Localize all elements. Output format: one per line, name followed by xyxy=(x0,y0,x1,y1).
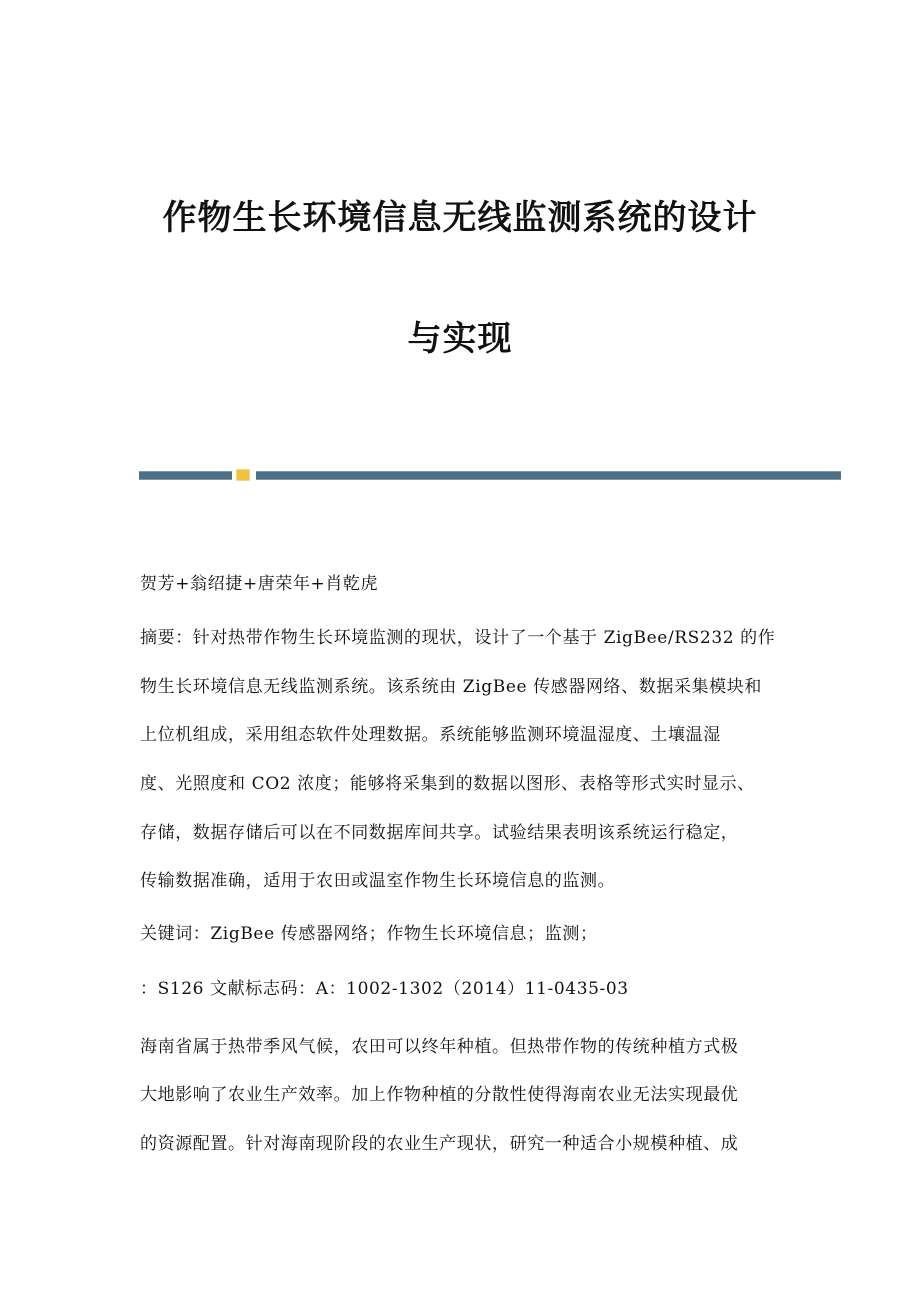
title-line-1: 作物生长环境信息无线监测系统的设计 xyxy=(162,198,758,238)
title-divider xyxy=(139,471,841,480)
abstract-line: 度、光照度和 CO2 浓度；能够将采集到的数据以图形、表格等形式实时显示、 xyxy=(140,774,755,794)
title-line-2: 与实现 xyxy=(407,319,513,359)
abstract-line: 上位机组成，采用组态软件处理数据。系统能够监测环境温湿度、土壤温湿 xyxy=(140,725,721,745)
body-line: 的资源配置。针对海南现阶段的农业生产现状，研究一种适合小规模种植、成 xyxy=(140,1134,739,1154)
classification: ：S126 文献标志码：A：1002-1302（2014）11-0435-03 xyxy=(140,979,629,999)
abstract-line: 存储，数据存储后可以在不同数据库间共享。试验结果表明该系统运行稳定， xyxy=(140,823,739,843)
authors: 贺芳+翁绍捷+唐荣年+肖乾虎 xyxy=(140,574,379,594)
ornament-icon xyxy=(236,469,250,481)
keywords: 关键词：ZigBee 传感器网络；作物生长环境信息；监测； xyxy=(140,924,598,944)
body-line: 大地影响了农业生产效率。加上作物种植的分散性使得海南农业无法实现最优 xyxy=(140,1085,739,1105)
abstract-line: 摘要：针对热带作物生长环境监测的现状，设计了一个基于 ZigBee/RS232 的作 xyxy=(140,628,776,648)
abstract-line: 物生长环境信息无线监测系统。该系统由 ZigBee 传感器网络、数据采集模块和 xyxy=(140,677,762,697)
abstract-line: 传输数据准确，适用于农田或温室作物生长环境信息的监测。 xyxy=(140,871,616,891)
body-line: 海南省属于热带季风气候，农田可以终年种植。但热带作物的传统种植方式极 xyxy=(140,1037,739,1057)
